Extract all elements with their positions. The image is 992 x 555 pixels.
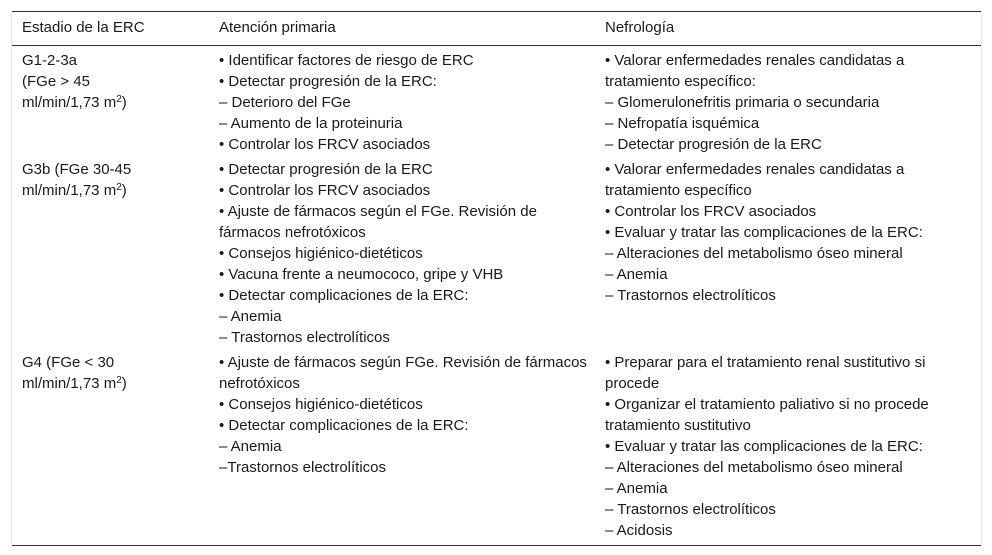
list-item: – Aumento de la proteinuria xyxy=(219,115,403,132)
nephrology-cell xyxy=(595,155,981,348)
list-item: • Controlar los FRCV asociados xyxy=(219,136,431,153)
list-item: • Organizar el tratamiento paliativo si no procede tratamiento sustitutivo xyxy=(605,396,929,434)
list-item: • Evaluar y tratar las complicaciones de la ERC: xyxy=(605,438,923,455)
list-item: • Identificar factores de riesgo de ERC xyxy=(219,52,474,69)
list-item: – Alteraciones del metabolismo óseo mineral xyxy=(605,459,903,476)
list-item: – Glomerulonefritis primaria o secundaria xyxy=(605,94,880,111)
nephrology-cell xyxy=(595,348,981,546)
header-row xyxy=(12,12,981,46)
stage-cell xyxy=(12,155,209,348)
list-item: – Anemia xyxy=(219,308,282,325)
list-item: – Anemia xyxy=(219,438,282,455)
list-item: • Evaluar y tratar las complicaciones de la ERC: xyxy=(605,224,923,241)
stage-cell xyxy=(12,348,209,546)
list-item: • Detectar complicaciones de la ERC: xyxy=(219,417,469,434)
list-item: • Detectar complicaciones de la ERC: xyxy=(219,287,469,304)
list-item: – Trastornos electrolíticos xyxy=(219,329,390,346)
list-item: – Trastornos electrolíticos xyxy=(605,287,776,304)
table-row xyxy=(12,155,981,348)
stage-text: G3b (FGe 30-45 xyxy=(22,161,132,178)
primary-care-cell xyxy=(209,348,595,546)
header-stage: Estadio de la ERC xyxy=(12,12,209,46)
table-row xyxy=(12,46,981,156)
erc-care-table xyxy=(11,11,982,546)
list-item: – Acidosis xyxy=(605,522,673,539)
list-item: • Valorar enfermedades renales candidatas a tratamiento específico: xyxy=(605,52,905,90)
stage-text: ml/min/1,73 $m^2$) xyxy=(22,375,127,392)
table xyxy=(12,11,981,546)
primary-care-cell xyxy=(209,46,595,156)
list-item: • Valorar enfermedades renales candidatas a tratamiento específico xyxy=(605,161,905,199)
stage-text: ml/min/1,73 $m^2$) xyxy=(22,182,127,199)
list-item: – Alteraciones del metabolismo óseo mineral xyxy=(605,245,903,262)
list-item: • Detectar progresión de la ERC xyxy=(219,161,433,178)
list-item: • Vacuna frente a neumococo, gripe y VHB xyxy=(219,266,504,283)
nephrology-cell xyxy=(595,46,981,156)
list-item: • Ajuste de fármacos según el FGe. Revisión de fármacos nefrotóxicos xyxy=(219,203,537,241)
list-item: – Anemia xyxy=(605,480,668,497)
stage-text: G4 (FGe < 30 xyxy=(22,354,115,371)
primary-care-cell xyxy=(209,155,595,348)
list-item: • Controlar los FRCV asociados xyxy=(605,203,817,220)
list-item: • Detectar progresión de la ERC: xyxy=(219,73,437,90)
list-item: • Controlar los FRCV asociados xyxy=(219,182,431,199)
stage-text: G1-2-3a xyxy=(22,52,78,69)
list-item: • Ajuste de fármacos según FGe. Revisión de fármacos nefrotóxicos xyxy=(219,354,587,392)
list-item: – Trastornos electrolíticos xyxy=(605,501,776,518)
table-header xyxy=(12,12,981,46)
table-row xyxy=(12,348,981,546)
table-body xyxy=(12,46,981,546)
stage-cell xyxy=(12,46,209,156)
list-item: • Preparar para el tratamiento renal sustitutivo si procede xyxy=(605,354,926,392)
list-item: – Anemia xyxy=(605,266,668,283)
list-item: • Consejos higiénico-dietéticos xyxy=(219,245,423,262)
header-primary-care: Atención primaria xyxy=(209,12,595,46)
header-nephrology: Nefrología xyxy=(595,12,981,46)
list-item: • Consejos higiénico-dietéticos xyxy=(219,396,423,413)
stage-text: ml/min/1,73 $m^2$) xyxy=(22,94,127,111)
list-item: – Deterioro del FGe xyxy=(219,94,351,111)
list-item: – Nefropatía isquémica xyxy=(605,115,760,132)
stage-text: (FGe > 45 xyxy=(22,73,90,90)
list-item: –Trastornos electrolíticos xyxy=(219,459,387,476)
list-item: – Detectar progresión de la ERC xyxy=(605,136,822,153)
